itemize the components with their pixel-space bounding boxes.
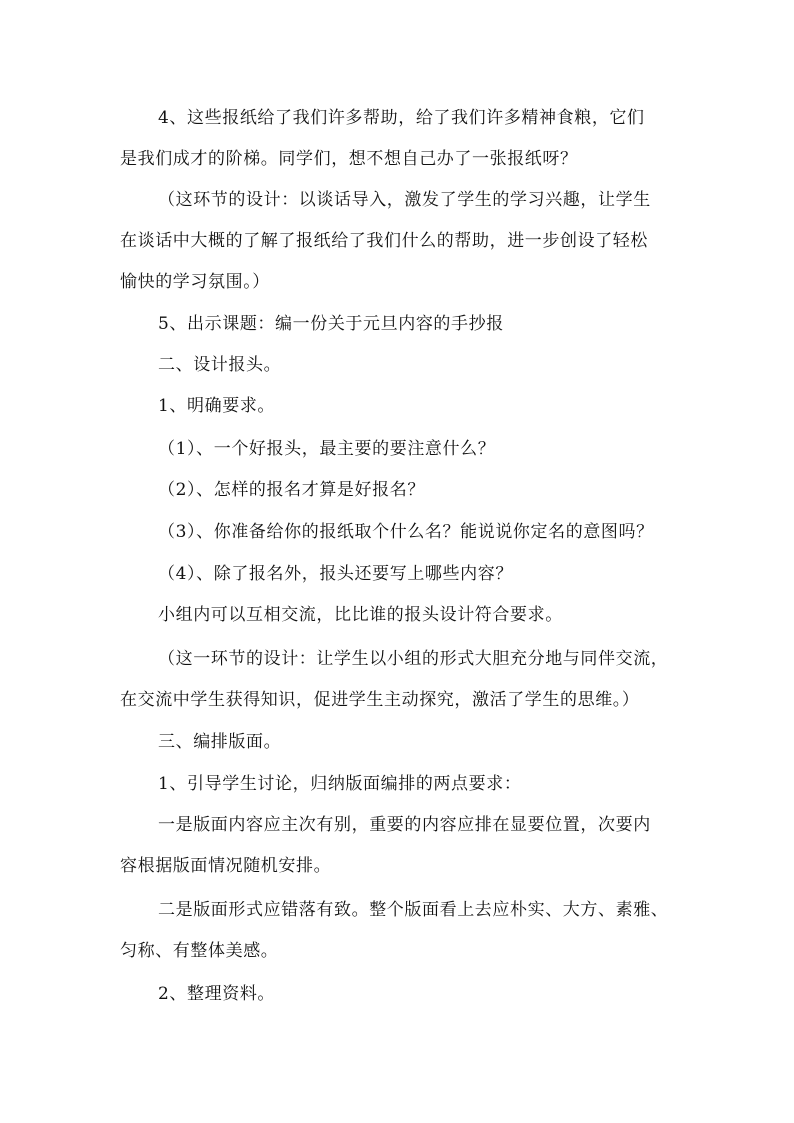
paragraph-line-21: 匀称、有整体美感。 (120, 941, 279, 961)
paragraph-line-3: （这环节的设计：以谈话导入，激发了学生的学习兴趣，让学生 (158, 190, 651, 210)
section-heading-design-masthead: 二、设计报头。 (158, 355, 282, 375)
paragraph-line-19: 容根据版面情况随机安排。 (120, 856, 332, 876)
paragraph-line-5: 愉快的学习氛围。） (120, 272, 270, 292)
paragraph-line-13: 小组内可以互相交流，比比谁的报头设计符合要求。 (158, 605, 563, 625)
paragraph-line-20: 二是版面形式应错落有致。整个版面看上去应朴实、大方、素雅、 (158, 900, 669, 920)
list-item-2: （2）、怎样的报名才算是好报名？ (158, 480, 425, 500)
paragraph-line-6: 5、出示课题：编一份关于元旦内容的手抄报 (158, 314, 504, 334)
paragraph-line-4: 在谈话中大概的了解了报纸给了我们什么的帮助，进一步创设了轻松 (120, 231, 648, 251)
paragraph-line-17: 1、引导学生讨论，归纳版面编排的两点要求： (158, 774, 522, 794)
paragraph-line-18: 一是版面内容应主次有别，重要的内容应排在显要位置，次要内 (158, 815, 651, 835)
paragraph-line-8: 1、明确要求。 (158, 396, 276, 416)
list-item-3: （3）、你准备给你的报纸取个什么名？能说说你定名的意图吗？ (158, 522, 654, 542)
paragraph-line-22: 2、整理资料。 (158, 984, 276, 1004)
paragraph-line-1: 4、这些报纸给了我们许多帮助，给了我们许多精神食粮，它们 (158, 108, 645, 128)
section-heading-layout: 三、编排版面。 (158, 732, 282, 752)
list-item-4: （4）、除了报名外，报头还要写上哪些内容？ (158, 564, 513, 584)
list-item-1: （1）、一个好报头，最主要的要注意什么？ (158, 439, 496, 459)
paragraph-line-15: 在交流中学生获得知识，促进学生主动探究，激活了学生的思维。） (120, 690, 640, 710)
paragraph-line-14: （这一环节的设计：让学生以小组的形式大胆充分地与同伴交流， (158, 649, 669, 669)
paragraph-line-2: 是我们成才的阶梯。同学们，想不想自己办了一张报纸呀？ (120, 149, 578, 169)
